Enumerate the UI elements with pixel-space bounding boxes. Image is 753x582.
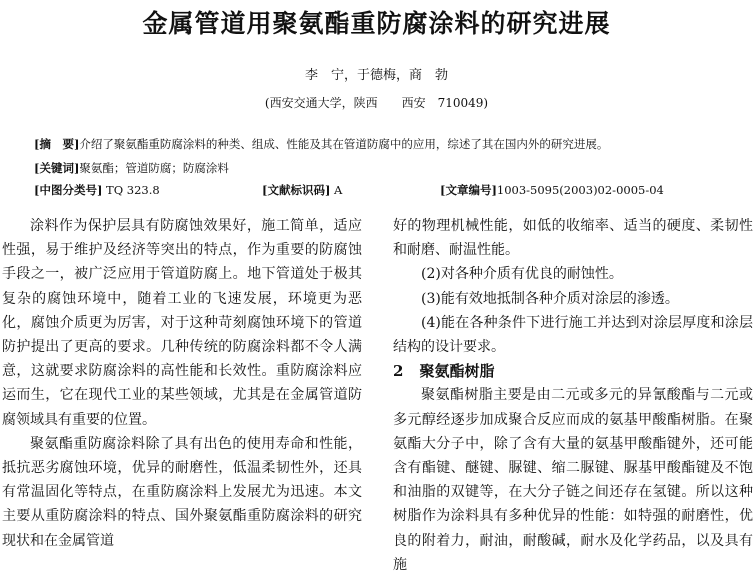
section-number: 2 [393, 362, 404, 381]
author-affiliation: (西安交通大学，陕西 西安 710049) [264, 96, 489, 110]
article-number-value: 1003-5095(2003)02-0005-04 [496, 183, 664, 197]
abstract-text: 介绍了聚氨酯重防腐涂料的种类、组成、性能及其在管道防腐中的应用，综述了其在国内外的研究进展。 [79, 137, 609, 151]
body-paragraph: 涂料作为保护层具有防腐蚀效果好，施工简单，适应性强，易于维护及经济等突出的特点，作为重要的防腐蚀手段之一，被广泛应用于管道防腐上。地下管道处于极其复杂的腐蚀环境中，随着工业的飞速发展，环境更为恶化，腐蚀介质更为厉害，对于这种苛刻腐蚀环境下的管道防护提出了更高的要求。几种传统的防腐涂料都不令人满意，这就要求防腐涂料的高性能和长效性。重防腐涂料应运而生，它在现代工业的某些领域，尤其是在金属管道防腐领域具有重要的位置。 [2, 218, 362, 428]
article-number-label: [文章编号] [440, 183, 497, 197]
paper-title: 金属管道用聚氨酯重防腐涂料的研究进展 [142, 9, 611, 38]
keywords-text: 聚氨酯；管道防腐；防腐涂料 [79, 161, 229, 175]
abstract [34, 136, 608, 153]
left-column [2, 214, 362, 553]
keywords-label: [关键词] [34, 161, 80, 175]
right-column [393, 214, 753, 577]
body-paragraph: 聚氨酯树脂主要是由二元或多元的异氰酸酯与二元或多元醇经逐步加成聚合反应而成的氨基甲酸酯树脂。在聚氨酯大分子中，除了含有大量的氨基甲酸酯键外，还可能含有酯键、醚键、脲键、缩二脲键、脲基甲酸酯键及不饱和油脂的双键等，在大分子链之间还存在氢键。所以这种树脂作为涂料具有多种优异的性能：如特强的耐磨性，优良的附着力，耐油，耐酸碱，耐水及化学药品，以及具有施 [393, 387, 753, 573]
body-paragraph: 聚氨酯重防腐涂料除了具有出色的使用寿命和性能，抵抗恶劣腐蚀环境，优异的耐磨性，低温柔韧性外，还具有常温固化等特点，在重防腐涂料上发展尤为迅速。本文主要从重防腐涂料的特点、国外聚氨酯重防腐涂料的研究现状和在金属管道 [2, 435, 362, 549]
document-code-label: [文献标识码] [262, 183, 331, 197]
section-title: 聚氨酯树脂 [419, 362, 495, 381]
classification-label: [中图分类号] [34, 183, 103, 197]
keywords [34, 160, 229, 177]
section-heading [393, 359, 753, 383]
document-code [262, 182, 342, 199]
classification-number [34, 182, 160, 199]
list-item: (2)对各种介质有优良的耐蚀性。 [421, 266, 623, 283]
document-code-value: A [330, 183, 343, 197]
author-list: 李 宁，于德梅，商 勃 [304, 68, 448, 83]
list-item: (3)能有效地抵制各种介质对涂层的渗透。 [421, 290, 679, 307]
classification-value: TQ 323.8 [102, 183, 160, 197]
abstract-label: [摘 要] [34, 137, 80, 151]
continued-paragraph: 好的物理机械性能，如低的收缩率、适当的硬度、柔韧性和耐磨、耐温性能。 [393, 218, 753, 259]
article-number [440, 182, 664, 199]
list-item: (4)能在各种条件下进行施工并达到对涂层厚度和涂层结构的设计要求。 [393, 314, 753, 356]
